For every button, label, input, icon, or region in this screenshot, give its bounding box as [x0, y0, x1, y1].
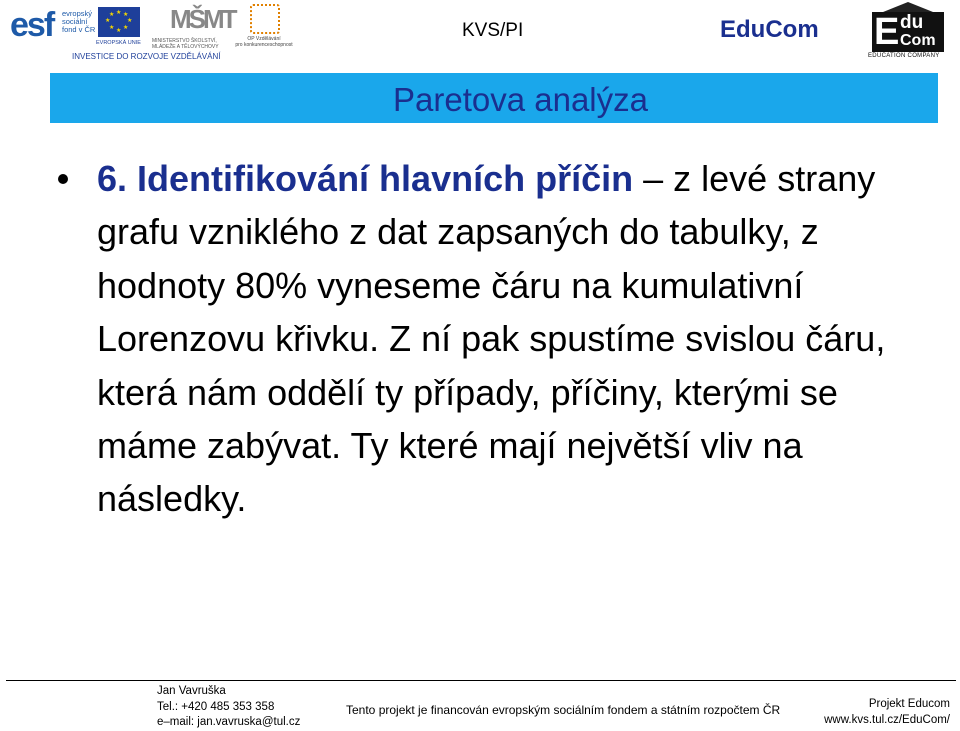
bullet-text: [97, 152, 932, 526]
footer-phone: Tel.: +420 485 353 358: [157, 700, 275, 713]
msmt-mark-icon: MŠMT: [170, 4, 235, 34]
educom-logo: E du Com EDUCATION COMPANY: [866, 0, 954, 62]
bullet-highlight: 6. Identifikování hlavních příčin: [97, 158, 634, 199]
bullet-body: – z levé strany grafu vzniklého z dat zapsaných do tabulky, z hodnoty 80% vyneseme čáru na kumulativní Lorenzovu křivku. Z ní pak spustíme svislou čáru, která nám oddělí ty případy, příčiny, kterými se máme zabývat. Ty které mají největší vliv na následky.: [97, 158, 886, 520]
esf-mark: esf: [10, 6, 54, 44]
slide-title: Paretova analýza: [393, 81, 648, 118]
footer-url: www.kvs.tul.cz/EduCom/: [824, 713, 950, 726]
msmt-logo: [152, 4, 235, 50]
title-bar: [50, 73, 938, 123]
footer-funding: Tento projekt je financován evropským sociálním fondem a státním rozpočtem ČR: [346, 703, 781, 717]
footer-divider: [6, 680, 956, 681]
footer-project-name: Projekt Educom: [868, 698, 950, 710]
esf-logo: [6, 4, 146, 50]
op-label: OP Vzdělávání pro konkurenceschopnost: [235, 36, 293, 48]
footer-project: [824, 697, 950, 728]
footer-contact: [157, 684, 300, 731]
eu-label: EVROPSKÁ UNIE: [96, 40, 141, 46]
header-course-code: KVS/PI: [462, 20, 524, 41]
eu-flag-icon: ★ ★ ★ ★ ★ ★ ★ ★: [98, 7, 140, 37]
footer-email: e–mail: jan.vavruska@tul.cz: [157, 716, 301, 728]
op-mark-icon: [250, 4, 280, 34]
invest-tagline: INVESTICE DO ROZVOJE VZDĚLÁVÁNÍ: [72, 52, 221, 61]
educom-tagline: EDUCATION COMPANY: [868, 53, 940, 59]
partner-logos: [6, 4, 296, 64]
footer-author: Jan Vavruška: [157, 685, 226, 697]
bullet-icon: [58, 174, 68, 184]
msmt-label: MINISTERSTVO ŠKOLSTVÍ, MLÁDEŽE A TĚLOVÝCHOVY: [152, 38, 219, 50]
header-brand: EduCom: [720, 16, 819, 43]
op-logo: [234, 4, 294, 50]
esf-subtitle: evropský sociální fond v ČR: [62, 9, 96, 34]
